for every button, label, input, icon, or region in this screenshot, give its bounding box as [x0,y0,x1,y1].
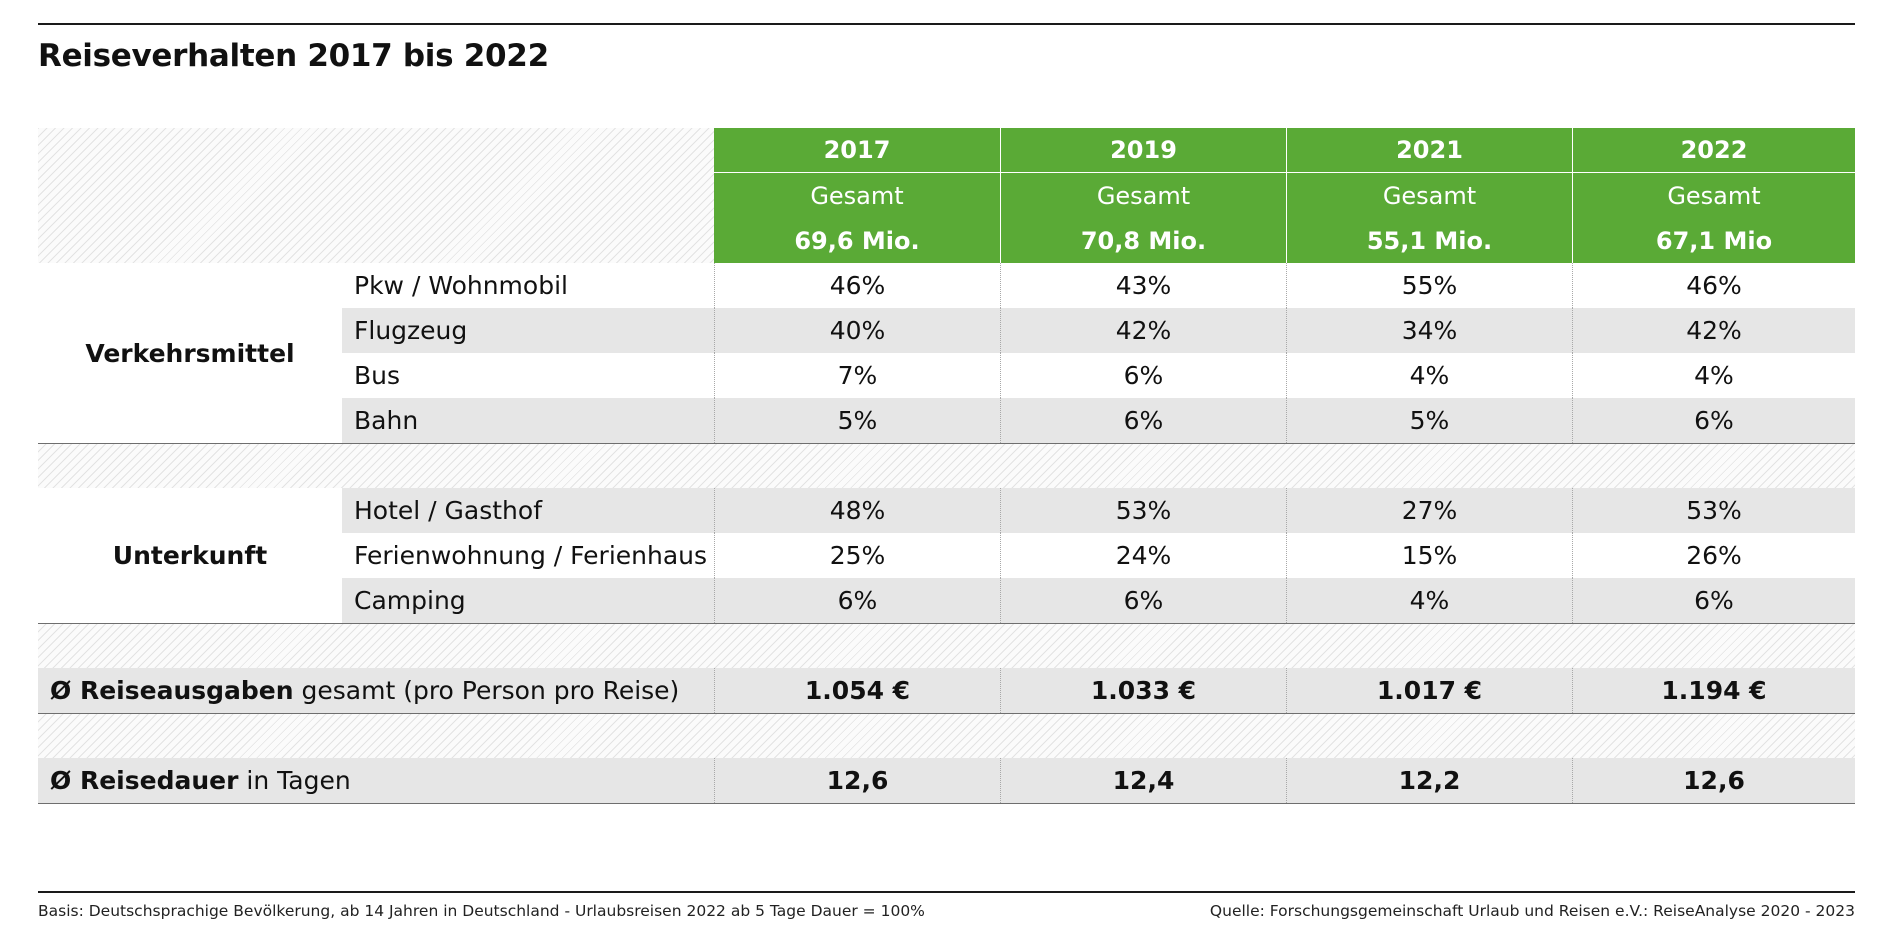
summary-label [38,668,714,713]
summary-label-rest: gesamt (pro Person pro Reise) [293,676,680,705]
summary-value: 1.017 € [1286,668,1572,713]
value-cell: 42% [1572,308,1855,353]
summary-value: 12,4 [1000,758,1286,803]
value-cell: 7% [714,353,1000,398]
spacer-hatch [38,443,1855,488]
value-cell: 24% [1000,533,1286,578]
value-cell: 6% [714,578,1000,623]
value-cell: 4% [1572,353,1855,398]
group-label-unterkunft: Unterkunft [38,488,342,623]
header-year: 2019 [1001,128,1286,173]
value-cell: 6% [1000,398,1286,443]
row-label: Ferienwohnung / Ferienhaus [354,541,708,570]
header-total: 67,1 Mio [1655,226,1773,255]
spacer-hatch [38,623,1855,668]
value-cell: 26% [1572,533,1855,578]
header-total: 69,6 Mio. [794,226,920,255]
summary-spacer [38,713,1855,758]
summary-label-rest: in Tagen [238,766,351,795]
value-cell: 5% [714,398,1000,443]
header-column-2017 [714,128,1000,263]
header-label: Gesamt [1667,181,1761,210]
row-label: Flugzeug [342,308,714,353]
header-year: 2021 [1287,128,1572,173]
row-label: Pkw / Wohnmobil [354,271,568,300]
value-cell: 34% [1286,308,1572,353]
summary-value: 12,6 [1572,758,1855,803]
value-cell: 53% [1000,488,1286,533]
value-cell: 43% [1000,263,1286,308]
value-cell: 40% [714,308,1000,353]
header-column-2021 [1286,128,1572,263]
header-year: 2017 [714,128,1000,173]
value-cell: 46% [714,263,1000,308]
value-cell: 48% [714,488,1000,533]
summary-prefix: Ø [50,676,80,705]
summary-row [38,758,1855,803]
value-cell: 55% [1286,263,1572,308]
summary-label-bold: Reisedauer [79,766,239,795]
value-cell: 46% [1572,263,1855,308]
header-total: 70,8 Mio. [1080,226,1207,255]
value-cell: 25% [714,533,1000,578]
group-label-verkehrsmittel: Verkehrsmittel [38,263,342,443]
footer-basis: Basis: Deutschsprachige Bevölkerung, ab 14 Jahren in Deutschland - Urlaubsreisen 2022 ab 5 Tage Dauer = 100% [38,902,925,920]
header-label: Gesamt [1096,181,1191,210]
separator-line [38,623,1855,624]
value-cell: 15% [1286,533,1572,578]
separator-line [38,803,1855,804]
header-total: 55,1 Mio. [1366,226,1493,255]
top-rule [38,23,1855,25]
value-cell: 6% [1000,353,1286,398]
page-title: Reiseverhalten 2017 bis 2022 [38,38,549,74]
group-spacer [38,443,1855,488]
summary-label-bold: Reiseausgaben [79,676,294,705]
header-column-2022 [1572,128,1855,263]
value-cell: 4% [1286,578,1572,623]
value-cell: 6% [1572,398,1855,443]
summary-value: 1.054 € [714,668,1000,713]
value-cell: 27% [1286,488,1572,533]
header-column-2019 [1000,128,1286,263]
row-label: Hotel / Gasthof [342,488,714,533]
summary-value: 1.194 € [1572,668,1855,713]
value-cell: 4% [1286,353,1572,398]
summary-row [38,668,1855,713]
summary-spacer [38,623,1855,668]
row-label: Bus [354,361,401,390]
row-label: Camping [342,578,714,623]
summary-value: 12,6 [714,758,1000,803]
header-corner [38,128,714,263]
table-end [38,803,1855,804]
header-label: Gesamt [810,181,904,210]
value-cell: 42% [1000,308,1286,353]
separator-line [38,443,1855,444]
summary-prefix: Ø [50,766,80,795]
value-cell: 6% [1000,578,1286,623]
value-cell: 53% [1572,488,1855,533]
header-year: 2022 [1573,128,1855,173]
header-label: Gesamt [1382,181,1477,210]
value-cell: 6% [1572,578,1855,623]
table-header [38,128,1855,263]
separator-line [38,713,1855,714]
value-cell: 5% [1286,398,1572,443]
bottom-rule [38,891,1855,893]
summary-value: 12,2 [1286,758,1572,803]
data-table [38,128,1855,804]
row-label: Bahn [342,398,714,443]
summary-label [38,758,714,803]
spacer-hatch [38,713,1855,758]
summary-value: 1.033 € [1000,668,1286,713]
footer-source: Quelle: Forschungsgemeinschaft Urlaub und Reisen e.V.: ReiseAnalyse 2020 - 2023 [1209,902,1855,920]
